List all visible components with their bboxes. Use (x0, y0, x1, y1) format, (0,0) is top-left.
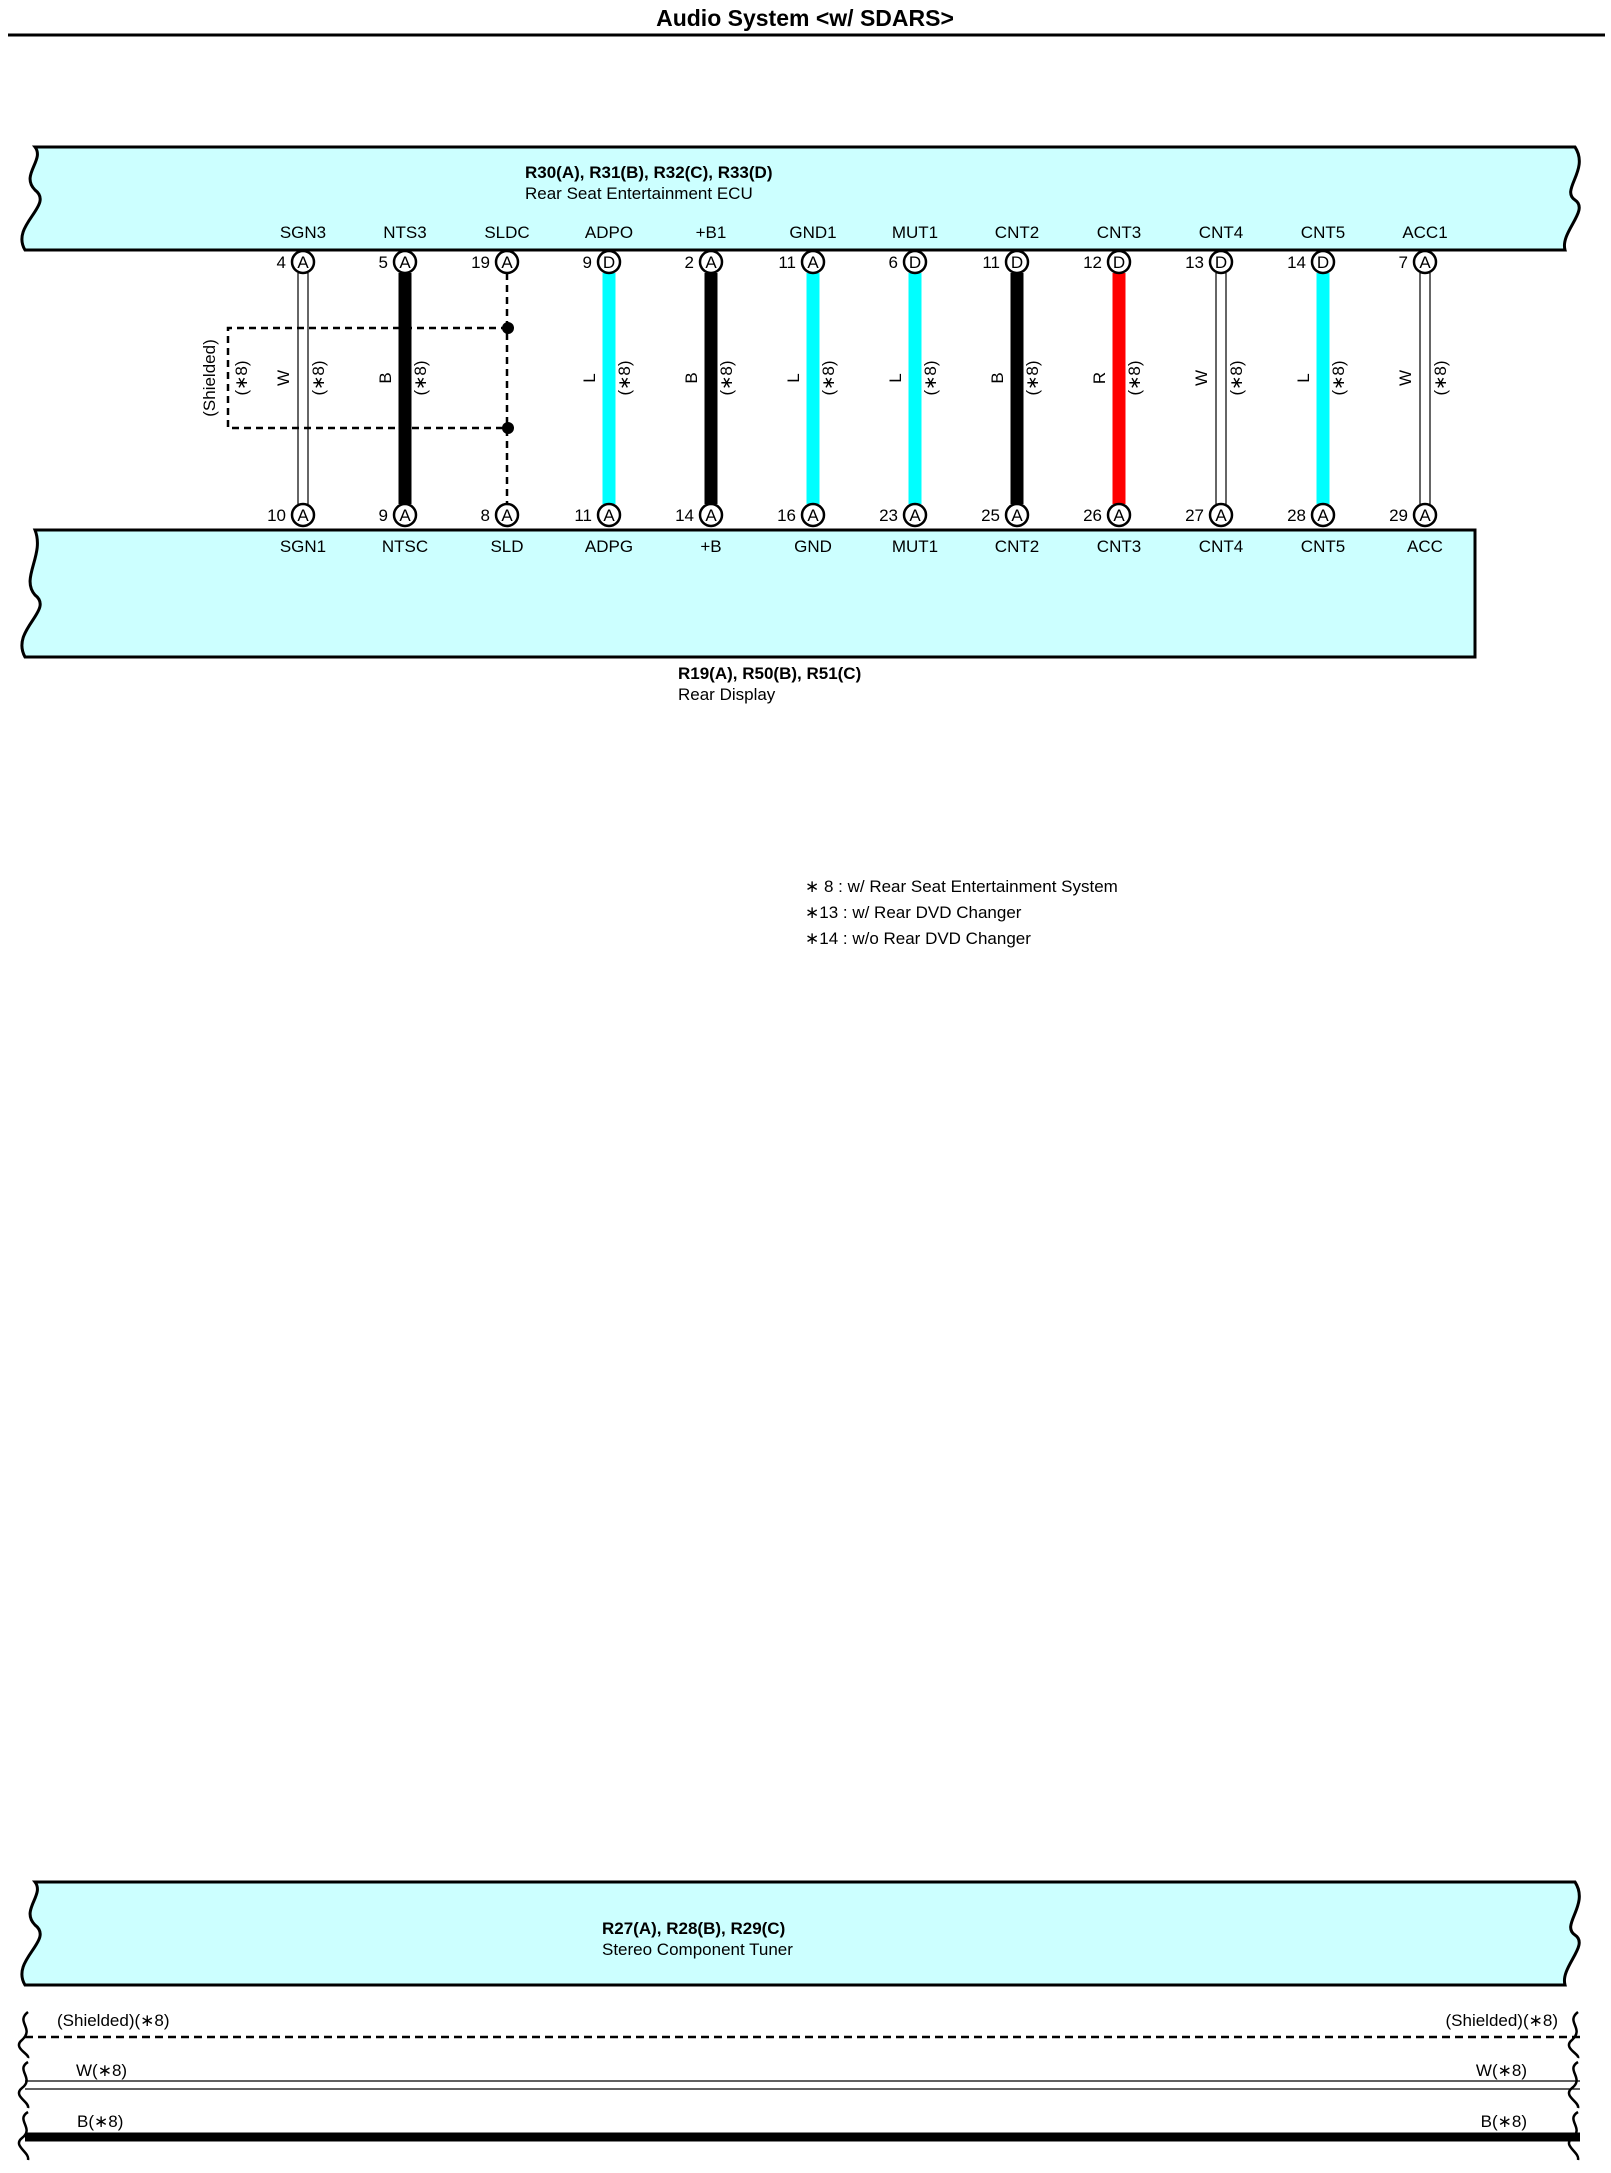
wire-color-label-adpo: L (580, 373, 599, 383)
footnotes (805, 877, 1118, 948)
bottom-connector-letter-cnt2: A (1011, 506, 1023, 525)
wire-note-sgn3: (∗8) (309, 360, 328, 396)
wire-note-cnt3: (∗8) (1125, 360, 1144, 396)
bottom-connector-letter-b1: A (705, 506, 717, 525)
bottom-pin-label-b1: +B (700, 537, 722, 556)
top-pin-number-cnt5: 14 (1287, 253, 1306, 272)
bottom-pin-label-acc1: ACC (1407, 537, 1443, 556)
bottom-pin-label-cnt2: CNT2 (994, 537, 1040, 556)
top-pin-label-cnt5: CNT5 (1300, 223, 1346, 242)
wire-note-cnt5: (∗8) (1329, 360, 1348, 396)
wire-note-acc1: (∗8) (1431, 360, 1450, 396)
bottom-connector-letter-cnt5: A (1317, 506, 1329, 525)
top-pin-number-adpo: 9 (582, 253, 592, 272)
bottom-connector-letter-cnt3: A (1113, 506, 1125, 525)
top-connector-letter-b1: A (705, 253, 717, 272)
top-pin-number-sgn3: 4 (276, 253, 286, 272)
wire-color-label-mut1: L (886, 373, 905, 383)
bottom-connector-letter-nts3: A (399, 506, 411, 525)
bottom-pin-number-adpo: 11 (574, 506, 592, 525)
bottom-pin-label-sldc: SLD (490, 537, 524, 556)
wire-color-label-cnt4: W (1192, 369, 1211, 387)
top-pin-label-adpo: ADPO (584, 223, 634, 242)
bottom-connector-letter-cnt4: A (1215, 506, 1227, 525)
circuit-wires (298, 273, 1430, 504)
left-break-mark-1 (19, 2012, 28, 2058)
bottom-connector-letter-adpo: A (603, 506, 615, 525)
continuation-b-left-label: B(∗8) (77, 2112, 124, 2131)
top-pin-label-gnd1: GND1 (789, 223, 837, 242)
top-pin-label-nts3: NTS3 (383, 223, 427, 242)
bottom-pin-number-cnt3: 26 (1083, 506, 1102, 525)
bottom-pin-number-cnt5: 28 (1287, 506, 1306, 525)
connector-pins (267, 223, 1450, 556)
bottom-pin-number-mut1: 23 (879, 506, 898, 525)
top-pin-label-sgn3: SGN3 (279, 223, 327, 242)
bottom-pin-label-cnt5: CNT5 (1300, 537, 1346, 556)
bottom-pin-number-sgn3: 10 (267, 506, 286, 525)
bottom-connector-letter-sgn3: A (297, 506, 309, 525)
bottom-pin-label-mut1: MUT1 (891, 537, 939, 556)
continuation-w-right-label: W(∗8) (1475, 2061, 1527, 2080)
shield-label: (Shielded) (200, 339, 219, 417)
wire-color-label-b1: B (682, 372, 701, 384)
top-pin-number-cnt2: 11 (982, 253, 1000, 272)
right-break-mark-1 (1569, 2012, 1578, 2058)
tuner-component-name: Stereo Component Tuner (602, 1940, 793, 1959)
bottom-component-panel (22, 530, 1475, 657)
bottom-connector-letter-gnd1: A (807, 506, 819, 525)
bottom-pin-number-cnt2: 25 (981, 506, 1000, 525)
bottom-connector-letter-mut1: A (909, 506, 921, 525)
bottom-component-code: R19(A), R50(B), R51(C) (678, 664, 862, 683)
top-pin-label-mut1: MUT1 (891, 223, 939, 242)
bottom-pin-label-gnd1: GND (794, 537, 832, 556)
tuner-component-panel (22, 1882, 1579, 1985)
right-break-mark-2 (1569, 2062, 1578, 2108)
bottom-pin-label-cnt4: CNT4 (1198, 537, 1244, 556)
top-pin-label-sldc: SLDC (484, 223, 530, 242)
bottom-pin-label-nts3: NTSC (381, 537, 429, 556)
top-connector-letter-sldc: A (501, 253, 513, 272)
bottom-connector-letter-acc1: A (1419, 506, 1431, 525)
top-pin-number-b1: 2 (684, 253, 694, 272)
top-component-name: Rear Seat Entertainment ECU (525, 184, 753, 203)
wire-color-label-acc1: W (1396, 369, 1415, 387)
wire-note-mut1: (∗8) (921, 360, 940, 396)
bottom-connector-letter-sldc: A (501, 506, 513, 525)
top-connector-letter-sgn3: A (297, 253, 309, 272)
bottom-pin-number-acc1: 29 (1389, 506, 1408, 525)
bottom-pin-number-gnd1: 16 (777, 506, 796, 525)
bottom-pin-number-sldc: 8 (480, 506, 490, 525)
wire-note-b1: (∗8) (717, 360, 736, 396)
top-pin-label-cnt3: CNT3 (1096, 223, 1142, 242)
wire-note-nts3: (∗8) (411, 360, 430, 396)
top-pin-label-cnt4: CNT4 (1198, 223, 1244, 242)
shield-junction-top (502, 322, 514, 334)
top-pin-number-cnt3: 12 (1083, 253, 1102, 272)
top-pin-number-sldc: 19 (471, 253, 490, 272)
wire-color-label-cnt2: B (988, 372, 1007, 384)
wire-color-label-gnd1: L (784, 373, 803, 383)
wire-note-adpo: (∗8) (615, 360, 634, 396)
bottom-pin-number-nts3: 9 (378, 506, 388, 525)
shield-note: (∗8) (232, 360, 251, 396)
top-connector-letter-acc1: A (1419, 253, 1431, 272)
top-pin-label-acc1: ACC1 (1402, 223, 1448, 242)
wire-note-gnd1: (∗8) (819, 360, 838, 396)
wire-note-cnt4: (∗8) (1227, 360, 1246, 396)
top-connector-letter-cnt4: D (1214, 253, 1228, 272)
top-connector-letter-adpo: D (602, 253, 616, 272)
top-pin-number-mut1: 6 (888, 253, 898, 272)
wire-note-cnt2: (∗8) (1023, 360, 1042, 396)
top-connector-letter-cnt3: D (1112, 253, 1126, 272)
bottom-pin-label-cnt3: CNT3 (1096, 537, 1142, 556)
wire-color-label-cnt3: R (1090, 371, 1109, 385)
bottom-pin-label-sgn3: SGN1 (279, 537, 327, 556)
shield-outline (228, 328, 508, 428)
bottom-pin-label-adpo: ADPG (584, 537, 634, 556)
top-connector-letter-cnt5: D (1316, 253, 1330, 272)
footnote-13: ∗13 : w/ Rear DVD Changer (805, 903, 1022, 922)
wire-color-label-sgn3: W (274, 369, 293, 387)
top-pin-number-acc1: 7 (1398, 253, 1408, 272)
continuation-shield-right-label: (Shielded)(∗8) (1445, 2011, 1558, 2030)
continuation-wires (19, 2011, 1580, 2160)
top-pin-number-gnd1: 11 (778, 253, 796, 272)
wire-color-label-cnt5: L (1294, 373, 1313, 383)
bottom-pin-number-b1: 14 (675, 506, 694, 525)
continuation-shield-left-label: (Shielded)(∗8) (57, 2011, 170, 2030)
continuation-b-right-label: B(∗8) (1480, 2112, 1527, 2131)
footnote-14: ∗14 : w/o Rear DVD Changer (805, 929, 1031, 948)
bottom-component-name: Rear Display (678, 685, 776, 704)
continuation-w-left-label: W(∗8) (76, 2061, 128, 2080)
top-connector-letter-mut1: D (908, 253, 922, 272)
top-component-code: R30(A), R31(B), R32(C), R33(D) (525, 163, 773, 182)
shield-junction-bottom (502, 422, 514, 434)
bottom-pin-number-cnt4: 27 (1185, 506, 1204, 525)
left-break-mark-2 (19, 2062, 28, 2108)
top-connector-letter-gnd1: A (807, 253, 819, 272)
top-pin-label-cnt2: CNT2 (994, 223, 1040, 242)
wire-color-label-nts3: B (376, 372, 395, 384)
top-pin-number-cnt4: 13 (1185, 253, 1204, 272)
shield-enclosure (200, 322, 514, 434)
top-connector-letter-nts3: A (399, 253, 411, 272)
top-connector-letter-cnt2: D (1010, 253, 1024, 272)
top-pin-label-b1: +B1 (695, 223, 727, 242)
footnote-8: ∗ 8 : w/ Rear Seat Entertainment System (805, 877, 1118, 896)
top-pin-number-nts3: 5 (378, 253, 388, 272)
tuner-component-code: R27(A), R28(B), R29(C) (602, 1919, 786, 1938)
page-title: Audio System <w/ SDARS> (656, 5, 954, 31)
